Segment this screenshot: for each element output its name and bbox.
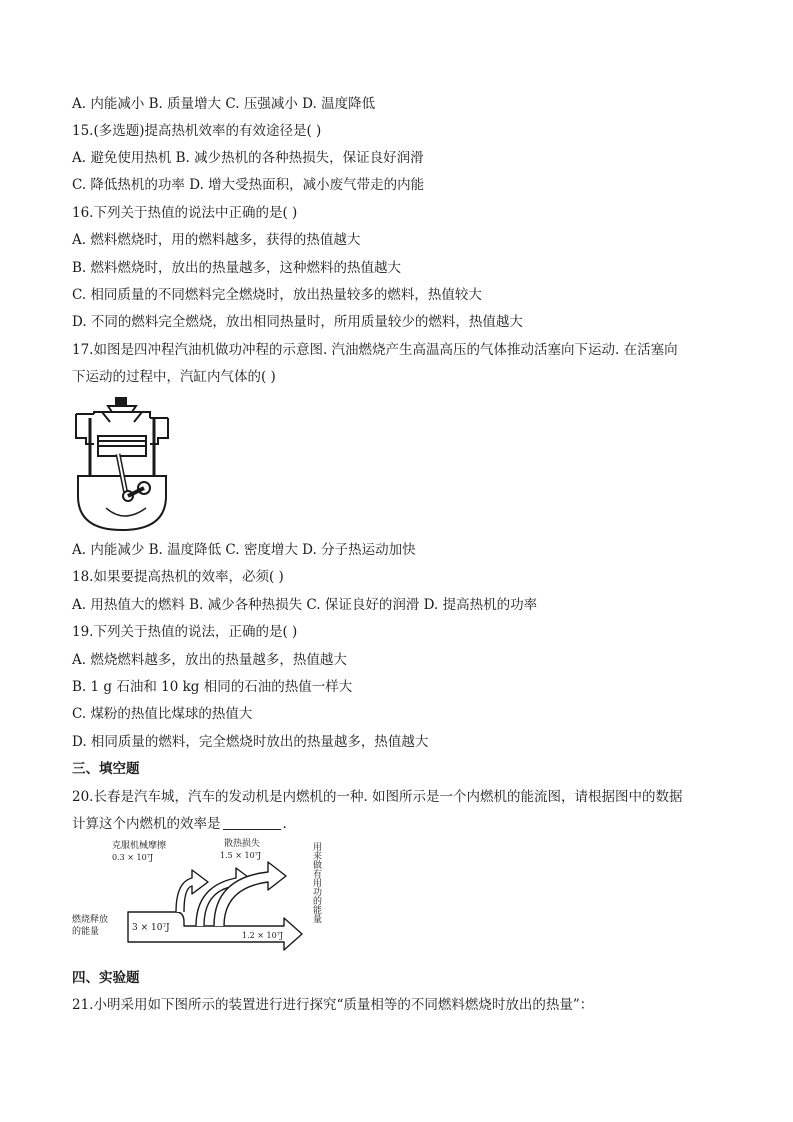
q17-stem-line1: 17.如图是四冲程汽油机做功冲程的示意图. 汽油燃烧产生高温高压的气体推动活塞向下运动. 在活塞向 — [72, 342, 678, 358]
answer-blank[interactable] — [223, 815, 281, 830]
q20-stem-text: 计算这个内燃机的效率是 — [72, 816, 221, 832]
energy-flow-diagram — [72, 838, 342, 964]
input-value: 3 × 10⁷J — [132, 923, 170, 933]
friction-label: 克服机械摩擦 — [112, 841, 167, 851]
q20-stem-line2 — [72, 815, 287, 833]
q20-stem-tail: . — [282, 816, 287, 832]
input-label-line2: 的能量 — [72, 927, 100, 937]
q15-options-ab: A. 避免使用热机 B. 减少热机的各种热损失，保证良好润滑 — [72, 150, 424, 166]
heat-loss-label: 散热损失 — [224, 839, 261, 849]
q17-stem-line2: 下运动的过程中，汽缸内气体的( ) — [72, 369, 276, 385]
engine-cylinder-figure — [72, 396, 172, 538]
useful-energy-label: 用来做有用功的能量 — [311, 842, 321, 923]
q19-option-b: B. 1 g 石油和 10 kg 相同的石油的热值一样大 — [72, 679, 353, 695]
q16-option-a: A. 燃料燃烧时，用的燃料越多，获得的热值越大 — [72, 232, 361, 248]
q18-stem: 18.如果要提高热机的效率，必须( ) — [72, 569, 284, 585]
q18-options: A. 用热值大的燃料 B. 减少各种热损失 C. 保证良好的润滑 D. 提高热机的功率 — [72, 597, 538, 613]
q16-stem: 16.下列关于热值的说法中正确的是( ) — [72, 205, 298, 221]
heat-loss-value: 1.5 × 10⁷J — [220, 851, 262, 860]
section-experiment-heading: 四、实验题 — [72, 970, 140, 986]
q19-option-c: C. 煤粉的热值比煤球的热值大 — [72, 706, 253, 722]
q17-options: A. 内能减少 B. 温度降低 C. 密度增大 D. 分子热运动加快 — [72, 542, 416, 558]
q15-stem: 15.(多选题)提高热机效率的有效途径是( ) — [72, 123, 322, 139]
q21-stem: 21.小明采用如下图所示的装置进行进行探究“质量相等的不同燃料燃烧时放出的热量”： — [72, 997, 594, 1013]
engine-cylinder-drawing — [72, 396, 172, 534]
q20-stem-line1: 20.长春是汽车城，汽车的发动机是内燃机的一种. 如图所示是一个内燃机的能流图，请根据图中的数据 — [72, 789, 683, 805]
q19-option-d: D. 相同质量的燃料，完全燃烧时放出的热量越多，热值越大 — [72, 734, 429, 750]
q19-stem: 19.下列关于热值的说法，正确的是( ) — [72, 624, 298, 640]
section-fill-in-blank-heading: 三、填空题 — [72, 761, 140, 777]
q16-option-c: C. 相同质量的不同燃料完全燃烧时，放出热量较多的燃料，热值较大 — [72, 287, 482, 303]
useful-value: 1.2 × 10⁷J — [242, 931, 284, 940]
friction-value: 0.3 × 10⁷J — [112, 853, 154, 862]
q19-option-a: A. 燃烧燃料越多，放出的热量越多，热值越大 — [72, 652, 347, 668]
input-label-line1: 燃烧释放 — [72, 915, 109, 925]
q14-options: A. 内能减小 B. 质量增大 C. 压强减小 D. 温度降低 — [72, 96, 376, 112]
q15-options-cd: C. 降低热机的功率 D. 增大受热面积，减小废气带走的内能 — [72, 177, 425, 193]
energy-flow-drawing — [72, 838, 342, 960]
q16-option-d: D. 不同的燃料完全燃烧，放出相同热量时，所用质量较少的燃料，热值越大 — [72, 314, 523, 330]
q16-option-b: B. 燃料燃烧时，放出的热量越多，这种燃料的热值越大 — [72, 260, 402, 276]
